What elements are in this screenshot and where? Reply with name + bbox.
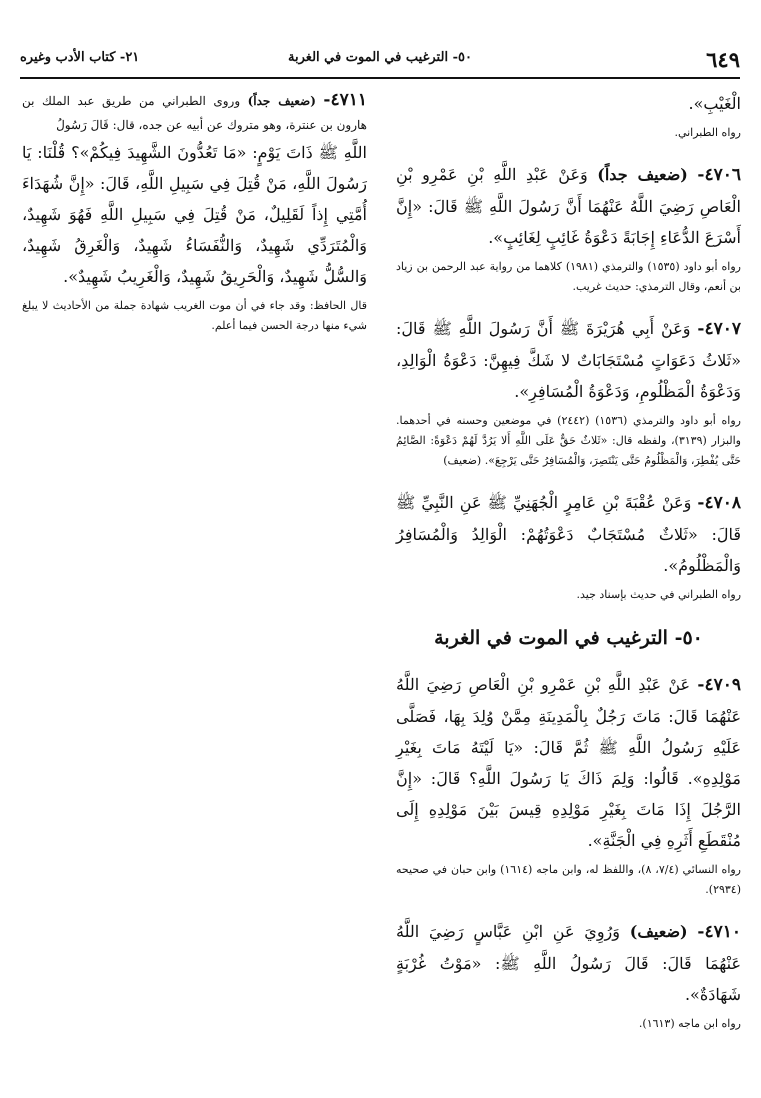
hadith-number: ٤٧٠٧-	[697, 319, 741, 339]
hadith-number: ٤٧٠٦-	[697, 165, 742, 185]
hadith-4707	[396, 313, 741, 471]
hadith-text: وَعَنْ عُقْبَةَ بْنِ عَامِرٍ الْجُهَنِيِّ ﷺ عَنِ النَّبِيِّ ﷺ قَالَ: «ثَلاثٌ مُسْتَجَابٌ دَعْوَتُهُمْ: الْوَالِدُ وَالْمُسَافِرُ وَالْمَظْلُومُ».	[396, 493, 741, 575]
hadith-text: وَعَنْ أَبِي هُرَيْرَةَ ﷺ أَنَّ رَسُولَ اللَّهِ ﷺ قَالَ: «ثَلاثُ دَعَوَاتٍ مُسْتَجَابَاتٌ لا شَكَّ فِيهِنَّ: دَعْوَةُ الْوَالِدِ، وَدَعْوَةُ الْمَظْلُومِ، وَدَعْوَةُ الْمُسَافِرِ».	[396, 319, 741, 401]
hadith-number: ٤٧٠٩-	[697, 675, 741, 695]
hadith-source: رواه النسائي (٧/٤، ٨)، واللفظ له، وابن ماجه (١٦١٤) وابن حبان في صحيحه (٢٩٣٤).	[396, 863, 741, 896]
hadith-intro: وروى الطبراني من طريق عبد الملك بن هارون بن عنترة، وهو متروك عن أبيه عن جده، قال: قَالَ رَسُولُ	[22, 94, 367, 132]
running-book-title: ٢١- كتاب الأدب وغيره	[20, 50, 140, 65]
running-chapter-title: ٥٠- الترغيب في الموت في الغربة	[288, 50, 472, 65]
hadith-source: رواه الطبراني في حديث بإسناد جيد.	[576, 588, 741, 601]
hadith-text: وَرُوِيَ عَنِ ابْنِ عَبَّاسٍ رَضِيَ اللَّهُ عَنْهُمَا قَالَ: قَالَ رَسُولُ اللَّهِ ﷺ: «مَوْتُ غُرْبَةٍ شَهَادَةٌ».	[396, 922, 741, 1004]
hadith-4711	[22, 88, 367, 336]
hadith-source: رواه أبو داود والترمذي (١٥٣٦) (٢٤٤٢) في موضعين وحسنه في أحدهما. والبزار (٣١٣٩)، ولفظه قال: «ثَلاثٌ حَقٌّ عَلَى اللَّهِ أَلا يَرُدَّ لَهُمْ دَعْوَةً: الصَّائِمُ حَتَّى يُفْطِرَ، وَالْمَظْلُومُ حَتَّى يَنْتَصِرَ، وَالْمُسَافِرُ حَتَّى يَرْجِعَ». (ضعيف)	[396, 414, 741, 467]
page-number: ٦٤٩	[706, 47, 740, 72]
hadith-note: قال الحافظ: وقد جاء في أن موت الغريب شهادة جملة من الأحاديث لا يبلغ شيء منها درجة الحسن فيما أعلم.	[22, 299, 367, 332]
page-header	[20, 48, 740, 72]
left-column	[22, 88, 367, 336]
header-rule	[20, 77, 740, 79]
hadith-grade: (ضعيف جداً)	[247, 94, 316, 108]
hadith-text: عَنْ عَبْدِ اللَّهِ بْنِ عَمْرِو بْنِ الْعَاصِ رَضِيَ اللَّهُ عَنْهُمَا قَالَ: مَاتَ رَجُلٌ بِالْمَدِينَةِ مِمَّنْ وُلِدَ بِهَا، فَصَلَّى عَلَيْهِ رَسُولُ اللَّهِ ﷺ ثُمَّ قَالَ: «يَا لَيْتَهُ مَاتَ بِغَيْرِ مَوْلِدِهِ». قَالُوا: وَلِمَ ذَاكَ يَا رَسُولَ اللَّهِ؟ قَالَ: «إِنَّ الرَّجُلَ إِذَا مَاتَ بِغَيْرِ مَوْلِدِهِ قِيسَ بَيْنَ مَوْلِدِهِ إِلَى مُنْقَطَعِ أَثَرِهِ فِي الْجَنَّةِ».	[396, 675, 741, 850]
hadith-source: رواه أبو داود (١٥٣٥) والترمذي (١٩٨١) كلاهما من رواية عبد الرحمن بن زياد بن أنعم، وقال الترمذي: حديث غريب.	[396, 260, 741, 293]
hadith-4706	[396, 159, 741, 297]
hadith-4709	[396, 669, 741, 900]
right-column	[396, 88, 741, 1034]
hadith-number: ٤٧١١-	[323, 90, 367, 110]
hadith-grade: (ضعيف جداً)	[597, 165, 688, 184]
hadith-grade: (ضعيف)	[629, 922, 688, 941]
hadith-text: اللَّهِ ﷺ ذَاتَ يَوْمٍ: «مَا تَعُدُّونَ الشَّهِيدَ فِيكُمْ»؟ قُلْنَا: يَا رَسُولَ اللَّهِ، مَنْ قُتِلَ فِي سَبِيلِ اللَّهِ، قَالَ: «إِنَّ شُهَدَاءَ أُمَّتِي إِذاً لَقَلِيلٌ، مَنْ قُتِلَ فِي سَبِيلِ اللَّهِ فَهُوَ شَهِيدٌ، وَالْمُتَرَدِّي شَهِيدٌ، وَالنُّفَسَاءُ شَهِيدٌ، وَالْغَرِقُ شَهِيدٌ، وَالسُّلُّ شَهِيدٌ، وَالْحَرِيقُ شَهِيدٌ، وَالْغَرِيبُ شَهِيدٌ».	[22, 143, 367, 286]
hadith-number: ٤٧٠٨-	[697, 493, 741, 513]
section-title: ٥٠- الترغيب في الموت في الغربة	[434, 627, 703, 649]
hadith-source: رواه ابن ماجه (١٦١٣).	[638, 1017, 741, 1030]
fragment-source: رواه الطبراني.	[674, 126, 741, 139]
continued-fragment: الْغَيْبِ».	[688, 94, 741, 113]
hadith-number: ٤٧١٠-	[697, 922, 741, 942]
hadith-4708	[396, 487, 741, 605]
hadith-4710	[396, 916, 741, 1034]
hadith-text: وَعَنْ عَبْدِ اللَّهِ بْنِ عَمْرِو بْنِ الْعَاصِ رَضِيَ اللَّهُ عَنْهُمَا أَنَّ رَسُولَ اللَّهِ ﷺ قَالَ: «إِنَّ أَسْرَعَ الدُّعَاءِ إِجَابَةً دَعْوَةُ غَائِبٍ لِغَائِبٍ».	[396, 165, 741, 247]
